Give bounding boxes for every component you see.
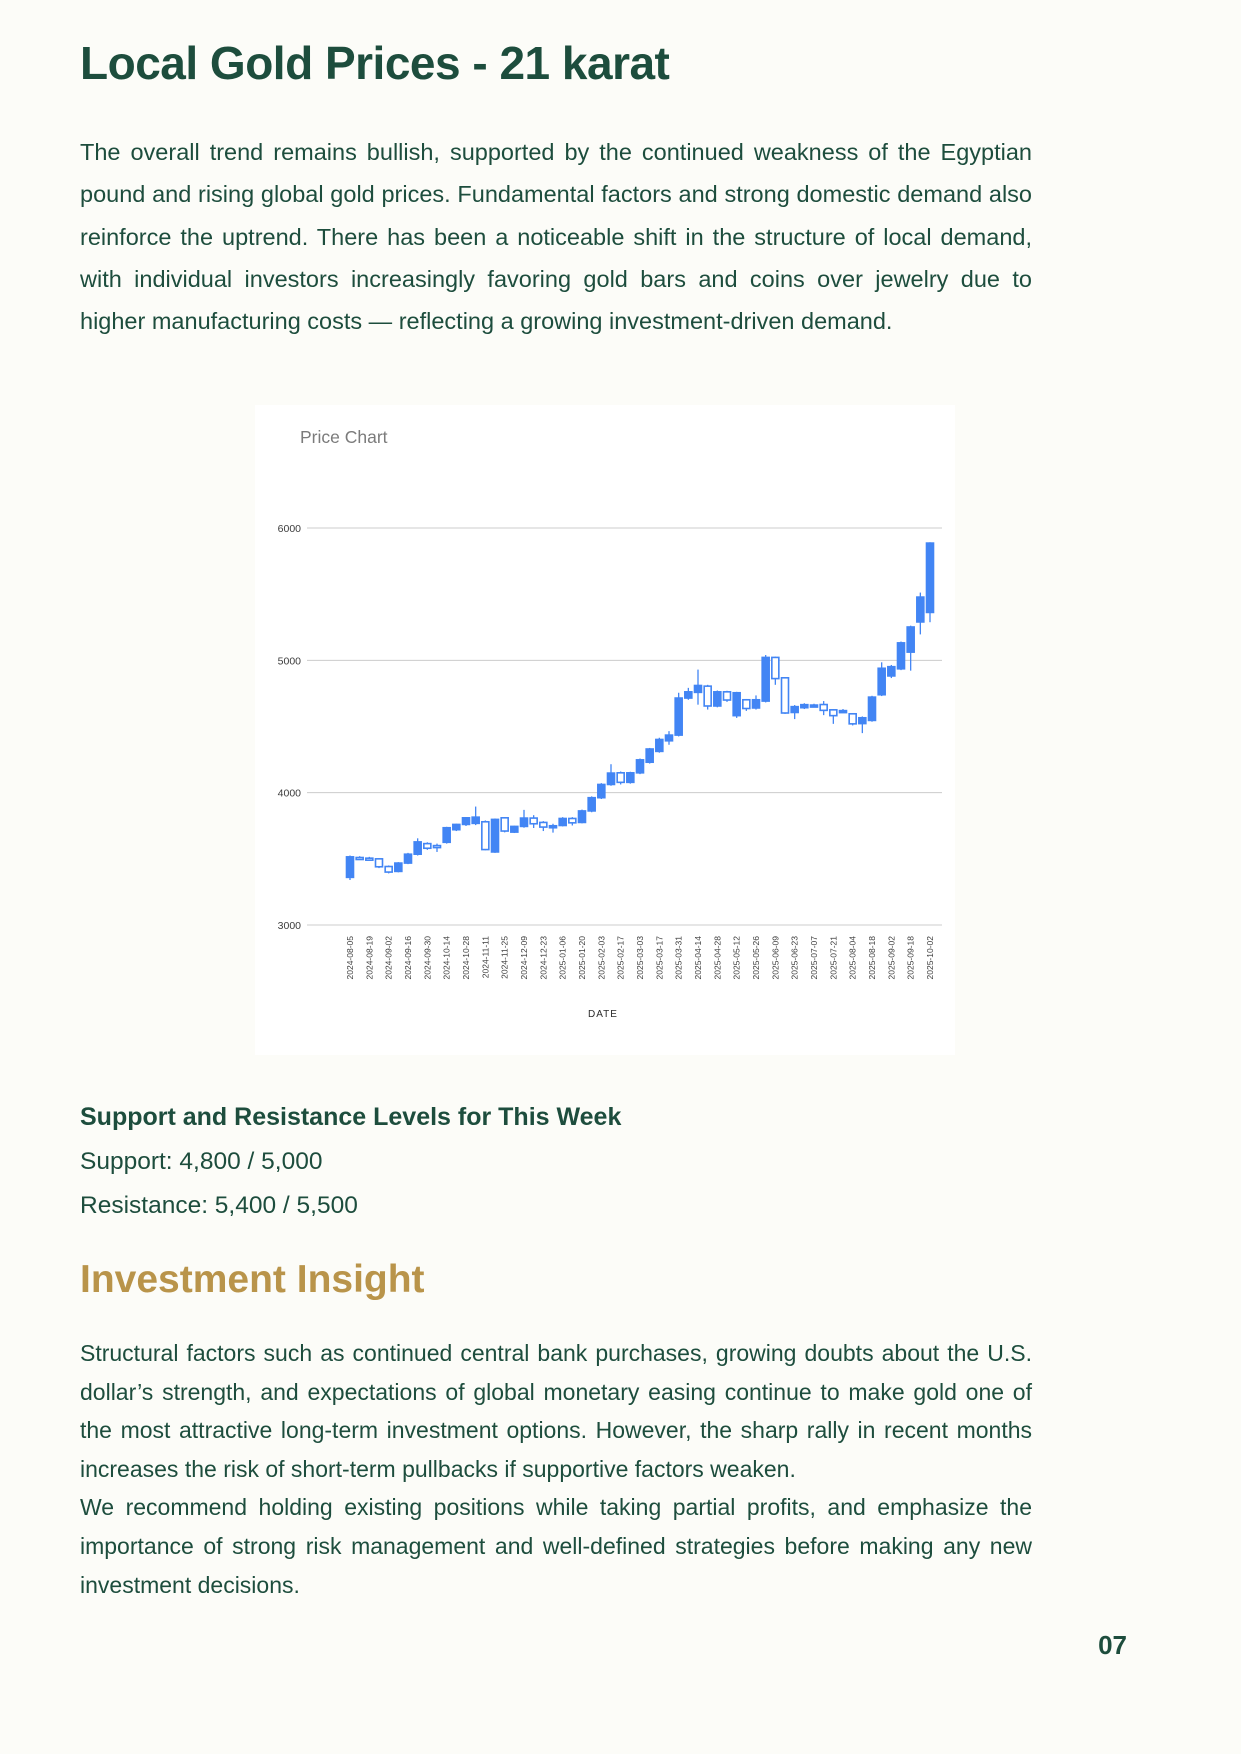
intro-paragraph: The overall trend remains bullish, supported by the continued weakness of the Egyptian pound and rising global gold prices. Fundamental factors and strong domestic demand also reinforce the uptrend. There has been a noticeable shift in the structure of local demand, with individual investors increasingly favoring gold bars and coins over jewelry due to higher manufacturing costs — reflecting a growing investment-driven demand. [80, 139, 1032, 335]
candle-body [637, 760, 644, 773]
x-axis-tick-label: 2025-04-14 [693, 936, 704, 980]
candle [724, 691, 731, 702]
candle-body [878, 668, 885, 694]
investment-insight-body [80, 1334, 1032, 1604]
candle [588, 796, 595, 812]
candle-body [434, 846, 441, 848]
candle-body [714, 692, 721, 706]
x-axis-tick-label: 2025-01-06 [557, 936, 568, 980]
candle [617, 771, 624, 784]
candle-body [733, 693, 740, 716]
candle [927, 542, 934, 622]
candle-body [443, 828, 450, 843]
candle-body [608, 773, 615, 784]
candle-body [530, 818, 537, 824]
candle-body [869, 697, 876, 720]
candle [627, 772, 634, 784]
candle-body [366, 858, 373, 860]
candle [511, 826, 518, 833]
candle [395, 862, 402, 872]
price-chart [255, 405, 955, 1055]
candle-body [704, 686, 711, 706]
candle [501, 817, 508, 832]
x-axis-tick-label: 2025-07-07 [809, 936, 820, 980]
candle-body [559, 818, 566, 825]
candle-body [482, 822, 489, 850]
x-axis-tick-label: 2025-07-21 [828, 936, 839, 980]
candle-body [762, 657, 769, 701]
candle [743, 699, 750, 711]
y-axis-tick-label: 3000 [277, 920, 301, 932]
x-axis-tick-label: 2025-09-18 [905, 936, 916, 980]
candle [656, 738, 663, 753]
candle-body [917, 597, 924, 622]
candle-body [743, 700, 750, 709]
candle-body [424, 844, 431, 849]
support-level-text: Support: 4,800 / 5,000 [80, 1148, 323, 1175]
x-axis-tick-label: 2024-09-02 [383, 936, 394, 980]
candle-body [453, 824, 460, 829]
candle [453, 824, 460, 831]
candle-body [898, 643, 905, 669]
candle [704, 685, 711, 710]
candle-body [782, 678, 789, 713]
candle-body [753, 700, 760, 708]
candle [463, 817, 470, 826]
candle [405, 853, 412, 864]
candle-body [540, 822, 547, 827]
candle [646, 748, 653, 764]
candle [579, 810, 586, 824]
x-axis-tick-label: 2025-02-17 [615, 936, 626, 980]
x-axis-tick-label: 2025-03-17 [654, 936, 665, 980]
candle-body [376, 859, 383, 867]
x-axis-tick-label: 2025-01-20 [577, 936, 588, 980]
candle-body [907, 627, 914, 652]
candle-body [385, 867, 392, 873]
candle-body [405, 854, 412, 863]
candle [714, 691, 721, 708]
candle [385, 865, 392, 873]
x-axis-tick-label: 2025-08-18 [867, 936, 878, 980]
candle [443, 827, 450, 844]
candle [811, 704, 818, 708]
candle [559, 817, 566, 826]
candle-body [347, 857, 354, 878]
candle [424, 842, 431, 850]
candle-body [492, 819, 499, 852]
x-axis-title: DATE [588, 1009, 618, 1020]
x-axis-tick-label: 2025-06-23 [789, 936, 800, 980]
x-axis-tick-label: 2025-04-28 [712, 936, 723, 980]
x-axis-tick-label: 2025-03-03 [635, 936, 646, 980]
candle-body [656, 739, 663, 751]
x-axis-tick-label: 2024-09-30 [422, 936, 433, 980]
candle-body [356, 858, 363, 860]
candle-body [521, 818, 528, 826]
candle-body [617, 773, 624, 783]
candle [598, 783, 605, 799]
page-title: Local Gold Prices - 21 karat [80, 37, 670, 89]
candle [492, 818, 499, 852]
candle-body [811, 705, 818, 707]
x-axis-tick-label: 2024-11-25 [499, 936, 510, 979]
x-axis-tick-label: 2024-09-16 [403, 936, 414, 980]
candle [762, 655, 769, 702]
candle-body [675, 698, 682, 735]
candle [898, 642, 905, 671]
candle-body [927, 543, 934, 612]
candle-body [695, 685, 702, 692]
x-axis-tick-label: 2025-02-03 [596, 936, 607, 980]
candle-body [830, 710, 837, 716]
candle-body [820, 705, 827, 711]
candle [637, 759, 644, 775]
candle [347, 856, 354, 880]
candle [782, 677, 789, 714]
x-axis-tick-label: 2025-10-02 [925, 936, 936, 980]
candle-body [511, 826, 518, 832]
x-axis-tick-label: 2025-06-09 [770, 936, 781, 980]
x-axis-tick-label: 2024-08-19 [364, 936, 375, 980]
candle-body [395, 863, 402, 871]
candle-body [772, 657, 779, 678]
y-axis-tick-label: 6000 [277, 523, 301, 535]
candle-body [840, 711, 847, 713]
support-resistance-heading: Support and Resistance Levels for This Week [80, 1103, 622, 1131]
x-axis-tick-label: 2024-12-23 [538, 936, 549, 980]
candle-body [550, 826, 557, 828]
candle [376, 858, 383, 868]
y-axis-tick-label: 5000 [277, 655, 301, 668]
candle [849, 713, 856, 725]
candle-body [849, 714, 856, 724]
x-axis-tick-label: 2024-10-14 [441, 936, 452, 980]
candle-body [569, 818, 576, 822]
candle-body [627, 773, 634, 783]
x-axis-tick-label: 2024-11-11 [480, 936, 491, 979]
candle-body [859, 718, 866, 724]
x-axis-tick-label: 2024-08-05 [345, 936, 355, 980]
candle-body [579, 811, 586, 823]
x-axis-tick-label: 2025-08-04 [847, 936, 858, 980]
resistance-level-text: Resistance: 5,400 / 5,500 [80, 1192, 358, 1219]
candle-body [888, 667, 895, 676]
page-number: 07 [1098, 1630, 1127, 1660]
y-axis-tick-label: 4000 [277, 787, 301, 800]
x-axis-tick-label: 2025-05-12 [731, 936, 742, 980]
candle-body [666, 735, 673, 741]
candle [675, 693, 682, 737]
candle-body [501, 818, 508, 831]
investment-insight-heading: Investment Insight [80, 1258, 425, 1301]
candle-body [724, 692, 731, 700]
candle-body [791, 707, 798, 713]
candle-body [414, 842, 421, 854]
x-axis-tick-label: 2024-12-09 [519, 936, 530, 980]
candle [888, 665, 895, 678]
candle [482, 820, 489, 850]
candle-body [472, 817, 479, 823]
insight-paragraph-1: Structural factors such as continued central bank purchases, growing doubts about the U.S. dollar’s strength, and expectations of global monetary easing continue to make gold one of the most attractive long-term investment options. However, the sharp rally in recent months increases the risk of short-term pullbacks if supportive factors weaken. [80, 1340, 1032, 1482]
candle [733, 692, 740, 718]
x-axis-tick-label: 2025-05-26 [751, 936, 762, 980]
candle-body [588, 798, 595, 811]
candle [869, 696, 876, 722]
candle-body [801, 705, 808, 708]
chart-title: Price Chart [300, 427, 388, 447]
x-axis-tick-label: 2025-03-31 [673, 936, 684, 980]
x-axis-tick-label: 2024-10-28 [461, 936, 472, 980]
insight-paragraph-2: We recommend holding existing positions while taking partial profits, and emphasize the importance of strong risk management and well-defined strategies before making any new investment decisions. [80, 1494, 1032, 1598]
x-axis-tick-label: 2025-09-02 [886, 936, 897, 980]
candle-body [646, 749, 653, 762]
candle-body [598, 784, 605, 797]
candle-body [685, 692, 692, 698]
candle [801, 703, 808, 709]
candle-body [463, 818, 470, 825]
price-chart-canvas [255, 405, 955, 1055]
